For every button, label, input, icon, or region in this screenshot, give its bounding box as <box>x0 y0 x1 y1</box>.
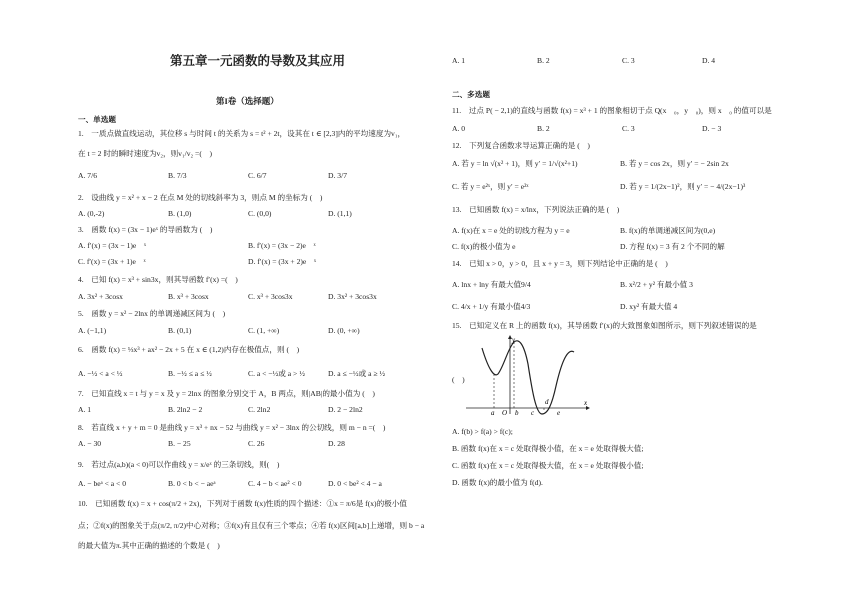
q12-option-d: D. 若 y = 1/(2x−1)²，则 y′ = − 4/(2x−1)³ <box>620 182 746 191</box>
q10-option-d: D. 4 <box>702 56 716 65</box>
q2-option-c: C. (0,0) <box>248 209 272 218</box>
q5-text: 5. 函数 y = x² − 2lnx 的单调递减区间为 ( ) <box>78 309 226 318</box>
q6-option-d: D. a ≤ −½或 a ≥ ½ <box>328 369 386 378</box>
q4-option-b: B. x³ + 3cosx <box>168 292 209 301</box>
q3-option-b: B. f′(x) = (3x − 2)e ˣ <box>248 241 316 250</box>
q10-option-a: A. 1 <box>452 56 466 65</box>
q9-option-a: A. − beᵃ < a < 0 <box>78 479 127 488</box>
q3-option-a: A. f′(x) = (3x − 1)e ˣ <box>78 241 147 250</box>
q13-option-c: C. f(x)的极小值为 e <box>452 242 516 251</box>
q5-option-b: B. (0,1) <box>168 326 192 335</box>
graph-label-x: x <box>584 399 588 407</box>
q14-option-a: A. lnx + lny 有最大值9/4 <box>452 280 531 289</box>
q9-text: 9. 若过点(a,b)(a < 0)可以作曲线 y = x/eˣ 的三条切线，则( ) <box>78 460 280 469</box>
graph-label-y: y <box>512 336 516 344</box>
q3-text: 3. 函数 f(x) = (3x − 1)eˣ 的导函数为 ( ) <box>78 225 213 234</box>
q4-text: 4. 已知 f(x) = x³ + sin3x，则其导函数 f′(x) =( ) <box>78 275 238 284</box>
q15-answer-paren: ( ) <box>452 375 465 384</box>
q8-option-b: B. − 25 <box>168 439 191 448</box>
q10-text-line2: 点；②f(x)的图象关于点(π/2, π/2)中心对称；③f(x)有且仅有三个零点；④若 f(x)区间[a,b]上递增，则 b − a <box>78 521 425 530</box>
q9-option-c: C. 4 − b < ae² < 0 <box>248 479 302 488</box>
q3-option-c: C. f′(x) = (3x + 1)e ˣ <box>78 257 146 266</box>
q6-option-a: A. −½ < a < ½ <box>78 369 123 378</box>
q11-option-a: A. 0 <box>452 124 466 133</box>
q5-option-a: A. (−1,1) <box>78 326 107 335</box>
volume-title: 第I卷（选择题） <box>216 96 279 106</box>
q8-text: 8. 若直线 x + y + m = 0 是曲线 y = x³ + nx − 52 与曲线 y = x² − 3lnx 的公切线，则 m − n =( ) <box>78 423 386 432</box>
q4-option-a: A. 3x² + 3cosx <box>78 292 123 301</box>
q5-option-c: C. (1, +∞) <box>248 326 280 335</box>
q13-option-a: A. f(x)在 x = e 处的切线方程为 y = e <box>452 226 570 235</box>
q7-option-c: C. 2ln2 <box>248 405 271 414</box>
derivative-graph <box>464 334 594 416</box>
graph-label-b: b <box>515 409 519 416</box>
q11-option-d: D. − 3 <box>702 124 722 133</box>
q1-option-a: A. 7/6 <box>78 171 97 180</box>
q4-option-d: D. 3x² + 3cos3x <box>328 292 377 301</box>
q2-text: 2. 设曲线 y = x² + x − 2 在点 M 处的切线斜率为 3，则点 M 的坐标为 ( ) <box>78 193 323 202</box>
q8-option-d: D. 28 <box>328 439 345 448</box>
q14-option-b: B. x²/2 + y² 有最小值 3 <box>620 280 693 289</box>
q12-text: 12. 下列复合函数求导运算正确的是 ( ) <box>452 141 590 150</box>
q1-text-line2: 在 t = 2 时的瞬时速度为v₂，则v₁/v₂ =( ) <box>78 149 212 158</box>
q12-option-c: C. 若 y = e²ˣ，则 y′ = e²ˣ <box>452 182 529 191</box>
q7-option-d: D. 2 − 2ln2 <box>328 405 363 414</box>
q12-option-a: A. 若 y = ln √(x² + 1)，则 y′ = 1/√(x²+1) <box>452 159 578 168</box>
q11-option-c: C. 3 <box>622 124 635 133</box>
q9-option-b: B. 0 < b < − aeᵃ <box>168 479 216 488</box>
q1-option-b: B. 7/3 <box>168 171 187 180</box>
derivative-curve <box>482 341 574 414</box>
q8-option-a: A. − 30 <box>78 439 102 448</box>
q6-text: 6. 函数 f(x) = ⅓x³ + ax² − 2x + 5 在 x ∈ (1,2)内存在极值点，则 ( ) <box>78 345 300 354</box>
q11-text: 11. 过点 P( − 2,1)的直线与函数 f(x) = x³ + 1 的图象相切于点 Q(x ₀，y ₀)，则 x ₀ 的值可以是 <box>452 106 772 115</box>
q11-option-b: B. 2 <box>537 124 550 133</box>
q15-option-a: A. f(b) > f(a) > f(c); <box>452 427 513 436</box>
q15-option-c: C. 函数 f(x)在 x = c 处取得极大值，在 x = e 处取得极小值; <box>452 461 644 470</box>
q14-text: 14. 已知 x > 0，y > 0，且 x + y = 3，则下列结论中正确的是 ( ) <box>452 259 668 268</box>
graph-label-c: c <box>531 409 535 416</box>
graph-label-d: d <box>545 398 549 406</box>
graph-label-e: e <box>557 409 561 416</box>
q8-option-c: C. 26 <box>248 439 265 448</box>
q7-option-b: B. 2ln2 − 2 <box>168 405 203 414</box>
q10-text-line3: 的最大值为π.其中正确的描述的个数是 ( ) <box>78 541 220 550</box>
q13-text: 13. 已知函数 f(x) = x/lnx，下列说法正确的是 ( ) <box>452 205 620 214</box>
q5-option-d: D. (0, +∞) <box>328 326 360 335</box>
q13-option-b: B. f(x)的单调递减区间为(0,e) <box>620 226 716 235</box>
q14-option-c: C. 4/x + 1/y 有最小值4/3 <box>452 302 531 311</box>
q6-option-c: C. a < −½或 a > ½ <box>248 369 305 378</box>
q2-option-b: B. (1,0) <box>168 209 192 218</box>
q14-option-d: D. xy² 有最大值 4 <box>620 302 678 311</box>
q10-text-line1: 10. 已知函数 f(x) = x + cos(π/2 + 2x)，下列对于函数 f(x)性质的四个描述：①x = π/6是 f(x)的极小值 <box>78 499 407 508</box>
q4-option-c: C. x³ + 3cos3x <box>248 292 293 301</box>
q7-text: 7. 已知直线 x = t 与 y = x 及 y = 2lnx 的图象分别交于 A，B 两点，则|AB|的最小值为 ( ) <box>78 389 375 398</box>
q2-option-d: D. (1,1) <box>328 209 352 218</box>
section-single-choice: 一、单选题 <box>78 115 116 124</box>
q15-option-d: D. 函数 f(x)的最小值为 f(d). <box>452 478 543 487</box>
q3-option-d: D. f′(x) = (3x + 2)e ˣ <box>248 257 317 266</box>
graph-label-a: a <box>491 409 495 416</box>
q7-option-a: A. 1 <box>78 405 92 414</box>
q10-option-c: C. 3 <box>622 56 635 65</box>
q13-option-d: D. 方程 f(x) = 3 有 2 个不同的解 <box>620 242 725 251</box>
graph-label-o: O <box>502 409 508 416</box>
q15-option-b: B. 函数 f(x)在 x = c 处取得极小值，在 x = e 处取得极大值; <box>452 444 644 453</box>
q10-option-b: B. 2 <box>537 56 550 65</box>
q12-option-b: B. 若 y = cos 2x，则 y′ = − 2sin 2x <box>620 159 729 168</box>
section-multiple-choice: 二、多选题 <box>452 90 490 99</box>
q1-option-c: C. 6/7 <box>248 171 267 180</box>
q15-text: 15. 已知定义在 R 上的函数 f(x)，其导函数 f′(x)的大致图象如图所示，则下列叙述错误的是 <box>452 321 757 330</box>
q9-option-d: D. 0 < be² < 4 − a <box>328 479 382 488</box>
q1-text-line1: 1. 一质点做直线运动，其位移 s 与时间 t 的关系为 s = t² + 2t，设其在 t ∈ [2,3]内的平均速度为v₁， <box>78 129 406 138</box>
q2-option-a: A. (0,-2) <box>78 209 105 218</box>
q1-option-d: D. 3/7 <box>328 171 347 180</box>
chapter-title: 第五章一元函数的导数及其应用 <box>170 53 346 68</box>
q6-option-b: B. −½ ≤ a ≤ ½ <box>168 369 212 378</box>
